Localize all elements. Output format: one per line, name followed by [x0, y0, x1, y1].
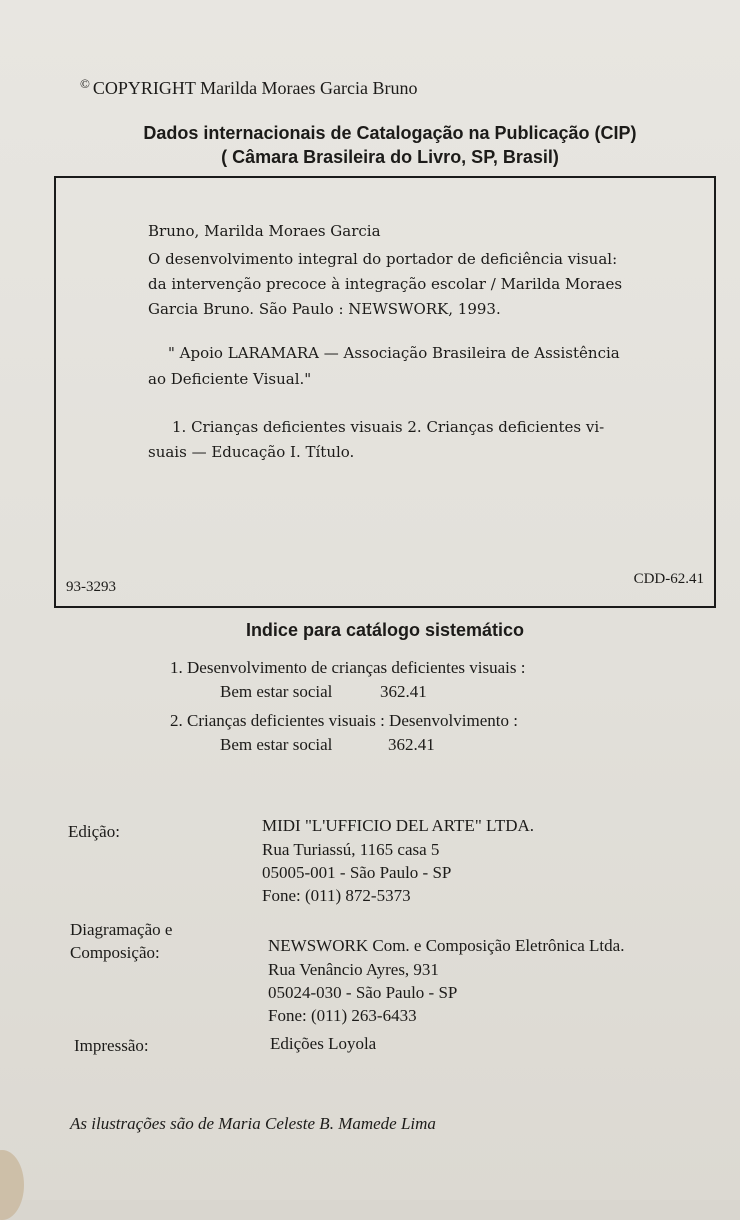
index-entry-heading: 1. Desenvolvimento de crianças deficientes visuais :	[170, 658, 526, 677]
edicao-line: MIDI "L'UFFICIO DEL ARTE" LTDA.	[262, 816, 535, 835]
card-description-line: Garcia Bruno. São Paulo : NEWSWORK, 1993.	[148, 300, 501, 318]
catalog-number: 93-3293	[66, 579, 116, 595]
card-author: Bruno, Marilda Moraes Garcia	[148, 222, 381, 240]
index-entry-sub: Bem estar social	[220, 735, 333, 754]
card-note-line: " Apoio LARAMARA — Associação Brasileira de Assistência	[168, 344, 620, 362]
edicao-line: Rua Turiassú, 1165 casa 5	[262, 840, 440, 859]
cip-subtitle: ( Câmara Brasileira do Livro, SP, Brasil)	[221, 147, 559, 167]
copyright-text: COPYRIGHT Marilda Moraes Garcia Bruno	[92, 78, 418, 98]
index-entry-code: 362.41	[388, 735, 435, 754]
diagramacao-line: 05024-030 - São Paulo - SP	[268, 983, 458, 1002]
catalog-card	[54, 176, 716, 608]
composicao-label: Composição:	[70, 943, 160, 962]
cip-title: Dados internacionais de Catalogação na Publicação (CIP)	[143, 123, 637, 143]
index-entry-heading: 2. Crianças deficientes visuais : Desenvolvimento :	[170, 711, 518, 730]
copyright-line	[80, 76, 418, 99]
edicao-label: Edição:	[68, 822, 120, 841]
index-title: Indice para catálogo sistemático	[245, 620, 525, 640]
edicao-line: Fone: (011) 872-5373	[262, 886, 411, 905]
diagramacao-label: Diagramação e	[70, 920, 173, 939]
card-subjects-line: 1. Crianças deficientes visuais 2. Crianças deficientes vi-	[172, 418, 605, 436]
index-entry-code: 362.41	[380, 682, 427, 701]
card-description-line: O desenvolvimento integral do portador de deficiência visual:	[148, 250, 618, 268]
index-entry-sub: Bem estar social	[220, 682, 333, 701]
card-description-line: da intervenção precoce à integração escolar / Marilda Moraes	[148, 275, 623, 293]
card-note-line: ao Deficiente Visual."	[148, 370, 312, 388]
edicao-line: 05005-001 - São Paulo - SP	[262, 863, 452, 882]
diagramacao-line: Rua Venâncio Ayres, 931	[268, 960, 439, 979]
diagramacao-line: NEWSWORK Com. e Composição Eletrônica Ltda.	[268, 936, 625, 955]
diagramacao-line: Fone: (011) 263-6433	[268, 1006, 417, 1025]
illustrations-credit: As ilustrações são de Maria Celeste B. Mamede Lima	[70, 1114, 436, 1133]
impressao-value: Edições Loyola	[270, 1034, 377, 1053]
cdd-number: CDD-62.41	[633, 571, 704, 587]
copyright-symbol: ©	[80, 76, 90, 91]
card-subjects-line: suais — Educação I. Título.	[148, 443, 355, 461]
thumb-shadow	[0, 1150, 24, 1220]
impressao-label: Impressão:	[74, 1036, 149, 1055]
